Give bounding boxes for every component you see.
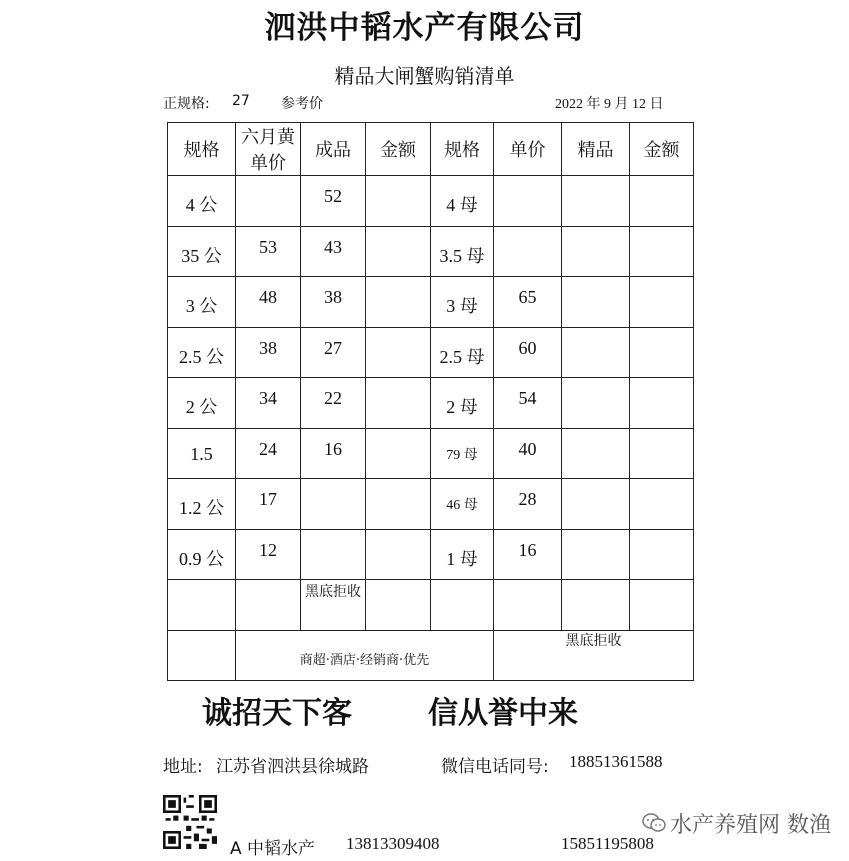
cell-value — [366, 378, 430, 388]
slogan-right: 信从誉中来 — [428, 696, 578, 731]
table-cell — [301, 479, 366, 530]
table-cell — [301, 226, 366, 277]
table-cell — [431, 428, 494, 479]
cell-value — [366, 277, 430, 287]
cell-value: 17 — [259, 489, 277, 509]
contact-name: A 中韬水产 — [230, 839, 316, 859]
table-cell — [494, 226, 562, 277]
table-cell — [431, 479, 494, 530]
table-row — [168, 327, 694, 378]
cell-value: 16 — [518, 539, 537, 560]
cell-value — [562, 378, 629, 388]
cell-value: 38 — [324, 287, 342, 307]
table-cell — [494, 479, 562, 530]
cell-value — [630, 227, 693, 237]
cell-value: 22 — [324, 388, 342, 408]
table-cell — [236, 479, 301, 530]
cell-value — [630, 378, 693, 388]
table-cell — [168, 277, 236, 328]
cell-value: 60 — [518, 337, 537, 358]
cell-value: 46 母 — [446, 498, 478, 513]
cell-value: 3.5 母 — [439, 245, 485, 266]
cell-value — [562, 176, 629, 186]
cell-value — [366, 227, 430, 237]
table-row — [168, 479, 694, 530]
table-cell — [630, 327, 694, 378]
cell-value — [494, 227, 561, 237]
cell-value: 53 — [259, 236, 277, 257]
header-cell: 精品 — [562, 123, 630, 176]
wechat-icon — [642, 812, 666, 834]
table-cell — [630, 226, 694, 277]
cell-value — [366, 530, 430, 540]
cell-value: 65 — [518, 287, 537, 307]
table-cell — [431, 277, 494, 328]
cell-value — [562, 429, 629, 439]
slogan-left: 诚招天下客 — [202, 696, 352, 731]
cell-value — [301, 530, 365, 540]
table-row — [168, 428, 694, 479]
cell-value — [301, 479, 365, 489]
table-row — [168, 176, 694, 227]
header-cell: 成品 — [301, 123, 366, 176]
table-cell — [301, 327, 366, 378]
cell-value: 35 公 — [181, 245, 222, 266]
cell-value: 40 — [518, 438, 537, 459]
header-cell: 规格 — [431, 123, 494, 176]
cell-value: 2 公 — [185, 397, 218, 417]
cell-value: 3 母 — [446, 296, 478, 316]
table-cell — [301, 277, 366, 328]
table-row-reject — [168, 580, 694, 631]
phone-1: 13813309408 — [346, 834, 440, 853]
list-title: 精品大闸蟹购销清单 — [334, 64, 515, 88]
table-cell — [630, 428, 694, 479]
cell-value: 28 — [518, 489, 537, 509]
table-cell — [366, 327, 431, 378]
table-row — [168, 378, 694, 429]
table-cell — [562, 529, 630, 580]
cell-value — [366, 429, 430, 439]
cell-value — [630, 429, 693, 439]
table-cell — [366, 479, 431, 530]
table-cell — [494, 378, 562, 429]
cell-value: 0.9 公 — [179, 548, 224, 569]
company-name: 泗洪中韬水产有限公司 — [264, 10, 585, 46]
cell-value: 52 — [324, 186, 342, 206]
cell-value: 16 — [324, 438, 342, 459]
table-cell — [562, 327, 630, 378]
table-cell — [301, 529, 366, 580]
table-header-row — [168, 123, 694, 176]
table-cell — [236, 378, 301, 429]
header-cell: 规格 — [168, 123, 236, 176]
table-cell — [236, 327, 301, 378]
cell-value — [366, 479, 430, 489]
cell-value — [494, 176, 561, 186]
table-cell — [630, 176, 694, 227]
watermark: 水产养殖网 数渔 — [670, 813, 831, 838]
table-cell — [431, 176, 494, 227]
cell-value — [630, 176, 693, 186]
table-cell — [301, 378, 366, 429]
table-cell — [431, 378, 494, 429]
table-cell — [168, 327, 236, 378]
phone-2: 15851195808 — [561, 834, 654, 853]
ref-price-label: 参考价 — [281, 96, 323, 112]
cell-value: 43 — [324, 236, 342, 257]
header-cell: 六月黄单价 — [236, 123, 301, 176]
table-cell — [562, 176, 630, 227]
table-cell — [630, 479, 694, 530]
cell-value — [630, 328, 693, 338]
table-cell — [494, 176, 562, 227]
table-cell — [494, 277, 562, 328]
table-cell — [168, 176, 236, 227]
cell-value: 1.5 — [190, 443, 213, 464]
qr-code-icon — [163, 795, 217, 849]
spec-value: 27 — [232, 93, 250, 109]
cell-value — [366, 176, 430, 186]
cell-value: 3 公 — [185, 296, 218, 316]
wechat-label: 微信电话同号: — [441, 757, 549, 777]
table-cell — [562, 479, 630, 530]
table-cell — [366, 176, 431, 227]
cell-value: 1 母 — [446, 548, 478, 569]
table-cell — [562, 226, 630, 277]
table-row — [168, 226, 694, 277]
address-label: 地址: — [163, 757, 203, 777]
table-cell — [236, 529, 301, 580]
table-cell — [236, 176, 301, 227]
table-cell — [301, 428, 366, 479]
table-cell — [366, 529, 431, 580]
table-cell — [630, 529, 694, 580]
cell-value — [630, 277, 693, 287]
cell-value — [562, 479, 629, 489]
cell-value: 54 — [518, 388, 537, 408]
cell-value: 4 公 — [185, 195, 218, 215]
cell-value: 38 — [259, 337, 277, 358]
table-cell — [366, 226, 431, 277]
table-cell — [366, 277, 431, 328]
table-cell — [168, 428, 236, 479]
cell-value — [562, 227, 629, 237]
spec-label: 正规格: — [163, 96, 210, 112]
table-row — [168, 277, 694, 328]
table-cell — [236, 428, 301, 479]
black-reject-note: 黑底拒收 — [305, 584, 361, 600]
header-cell: 金额 — [366, 123, 431, 176]
cell-value: 1.2 公 — [179, 498, 224, 518]
table-cell — [168, 378, 236, 429]
address: 江苏省泗洪县徐城路 — [216, 757, 369, 777]
list-date: 2022 年 9 月 12 日 — [555, 97, 664, 112]
cell-value — [562, 328, 629, 338]
cell-value: 34 — [259, 388, 277, 408]
table-cell — [301, 176, 366, 227]
table-cell — [168, 226, 236, 277]
channels-note: 商超·酒店·经销商·优先 — [299, 652, 430, 668]
table-row-channels — [168, 630, 694, 681]
cell-value — [366, 328, 430, 338]
cell-value: 12 — [259, 539, 277, 560]
cell-value — [562, 530, 629, 540]
table-cell — [494, 428, 562, 479]
cell-value: 2 母 — [446, 397, 478, 417]
table-cell — [236, 226, 301, 277]
table-cell — [630, 378, 694, 429]
table-row — [168, 529, 694, 580]
black-reject-note-2: 黑底拒收 — [565, 632, 622, 649]
wechat-phone: 18851361588 — [569, 752, 663, 771]
table-cell — [168, 529, 236, 580]
table-cell — [562, 378, 630, 429]
cell-value — [236, 176, 300, 186]
table-cell — [431, 529, 494, 580]
table-cell — [494, 529, 562, 580]
table-cell — [562, 277, 630, 328]
cell-value — [562, 277, 629, 287]
cell-value — [630, 479, 693, 489]
cell-value — [630, 530, 693, 540]
cell-value: 2.5 公 — [179, 346, 224, 367]
cell-value: 2.5 母 — [439, 346, 485, 367]
cell-value: 79 母 — [446, 447, 478, 463]
table-cell — [562, 428, 630, 479]
header-cell: 单价 — [494, 123, 562, 176]
cell-value: 24 — [259, 438, 277, 459]
price-table — [167, 122, 694, 681]
table-cell — [431, 327, 494, 378]
table-cell — [431, 226, 494, 277]
table-cell — [366, 378, 431, 429]
table-cell — [168, 479, 236, 530]
table-cell — [366, 428, 431, 479]
cell-value: 27 — [324, 337, 342, 358]
cell-value: 48 — [259, 287, 277, 307]
table-cell — [494, 327, 562, 378]
cell-value: 4 母 — [446, 195, 478, 215]
header-cell: 金额 — [630, 123, 694, 176]
table-cell — [630, 277, 694, 328]
table-cell — [236, 277, 301, 328]
